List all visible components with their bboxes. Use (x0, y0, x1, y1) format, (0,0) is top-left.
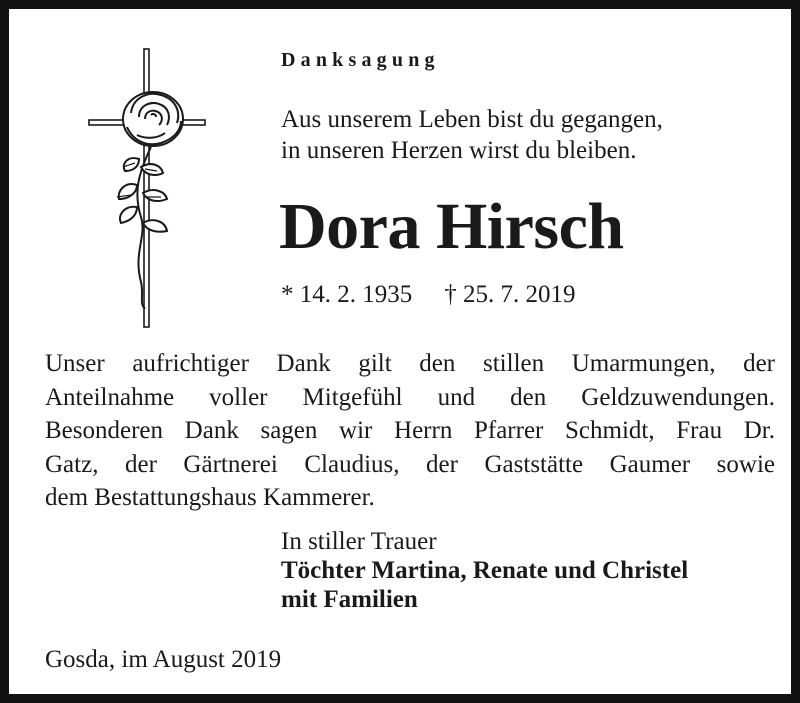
paragraph-line: dem Bestattungshaus Kammerer. (45, 484, 375, 511)
signature-names: Töchter Martina, Renate und Christel (281, 557, 689, 584)
paragraph-line: Anteilnahme voller Mitgefühl und den Geldzuwendungen. (45, 383, 775, 411)
signature-intro: In stiller Trauer (281, 528, 437, 555)
signature-families: mit Familien (281, 586, 418, 613)
poem (281, 104, 663, 166)
death-date: † 25. 7. 2019 (444, 281, 576, 308)
life-dates (281, 279, 576, 311)
poem-line: in unseren Herzen wirst du bleiben. (281, 137, 637, 164)
cross-with-rose-icon (81, 47, 211, 329)
signature-block (281, 527, 688, 614)
poem-line: Aus unserem Leben bist du gegangen, (281, 106, 663, 133)
paragraph-line: Gatz, der Gärtnerei Claudius, der Gaststätte Gaumer sowie (45, 450, 775, 478)
deceased-name: Dora Hirsch (279, 190, 624, 263)
thanks-paragraph (45, 347, 775, 515)
place-date: Gosda, im August 2019 (45, 646, 282, 673)
notice-heading: Danksagung (281, 49, 440, 71)
paragraph-line: Besonderen Dank sagen wir Herrn Pfarrer Schmidt, Frau Dr. (45, 417, 775, 444)
birth-date: * 14. 2. 1935 (281, 281, 413, 308)
paragraph-line: Unser aufrichtiger Dank gilt den stillen Umarmungen, der (45, 350, 775, 377)
